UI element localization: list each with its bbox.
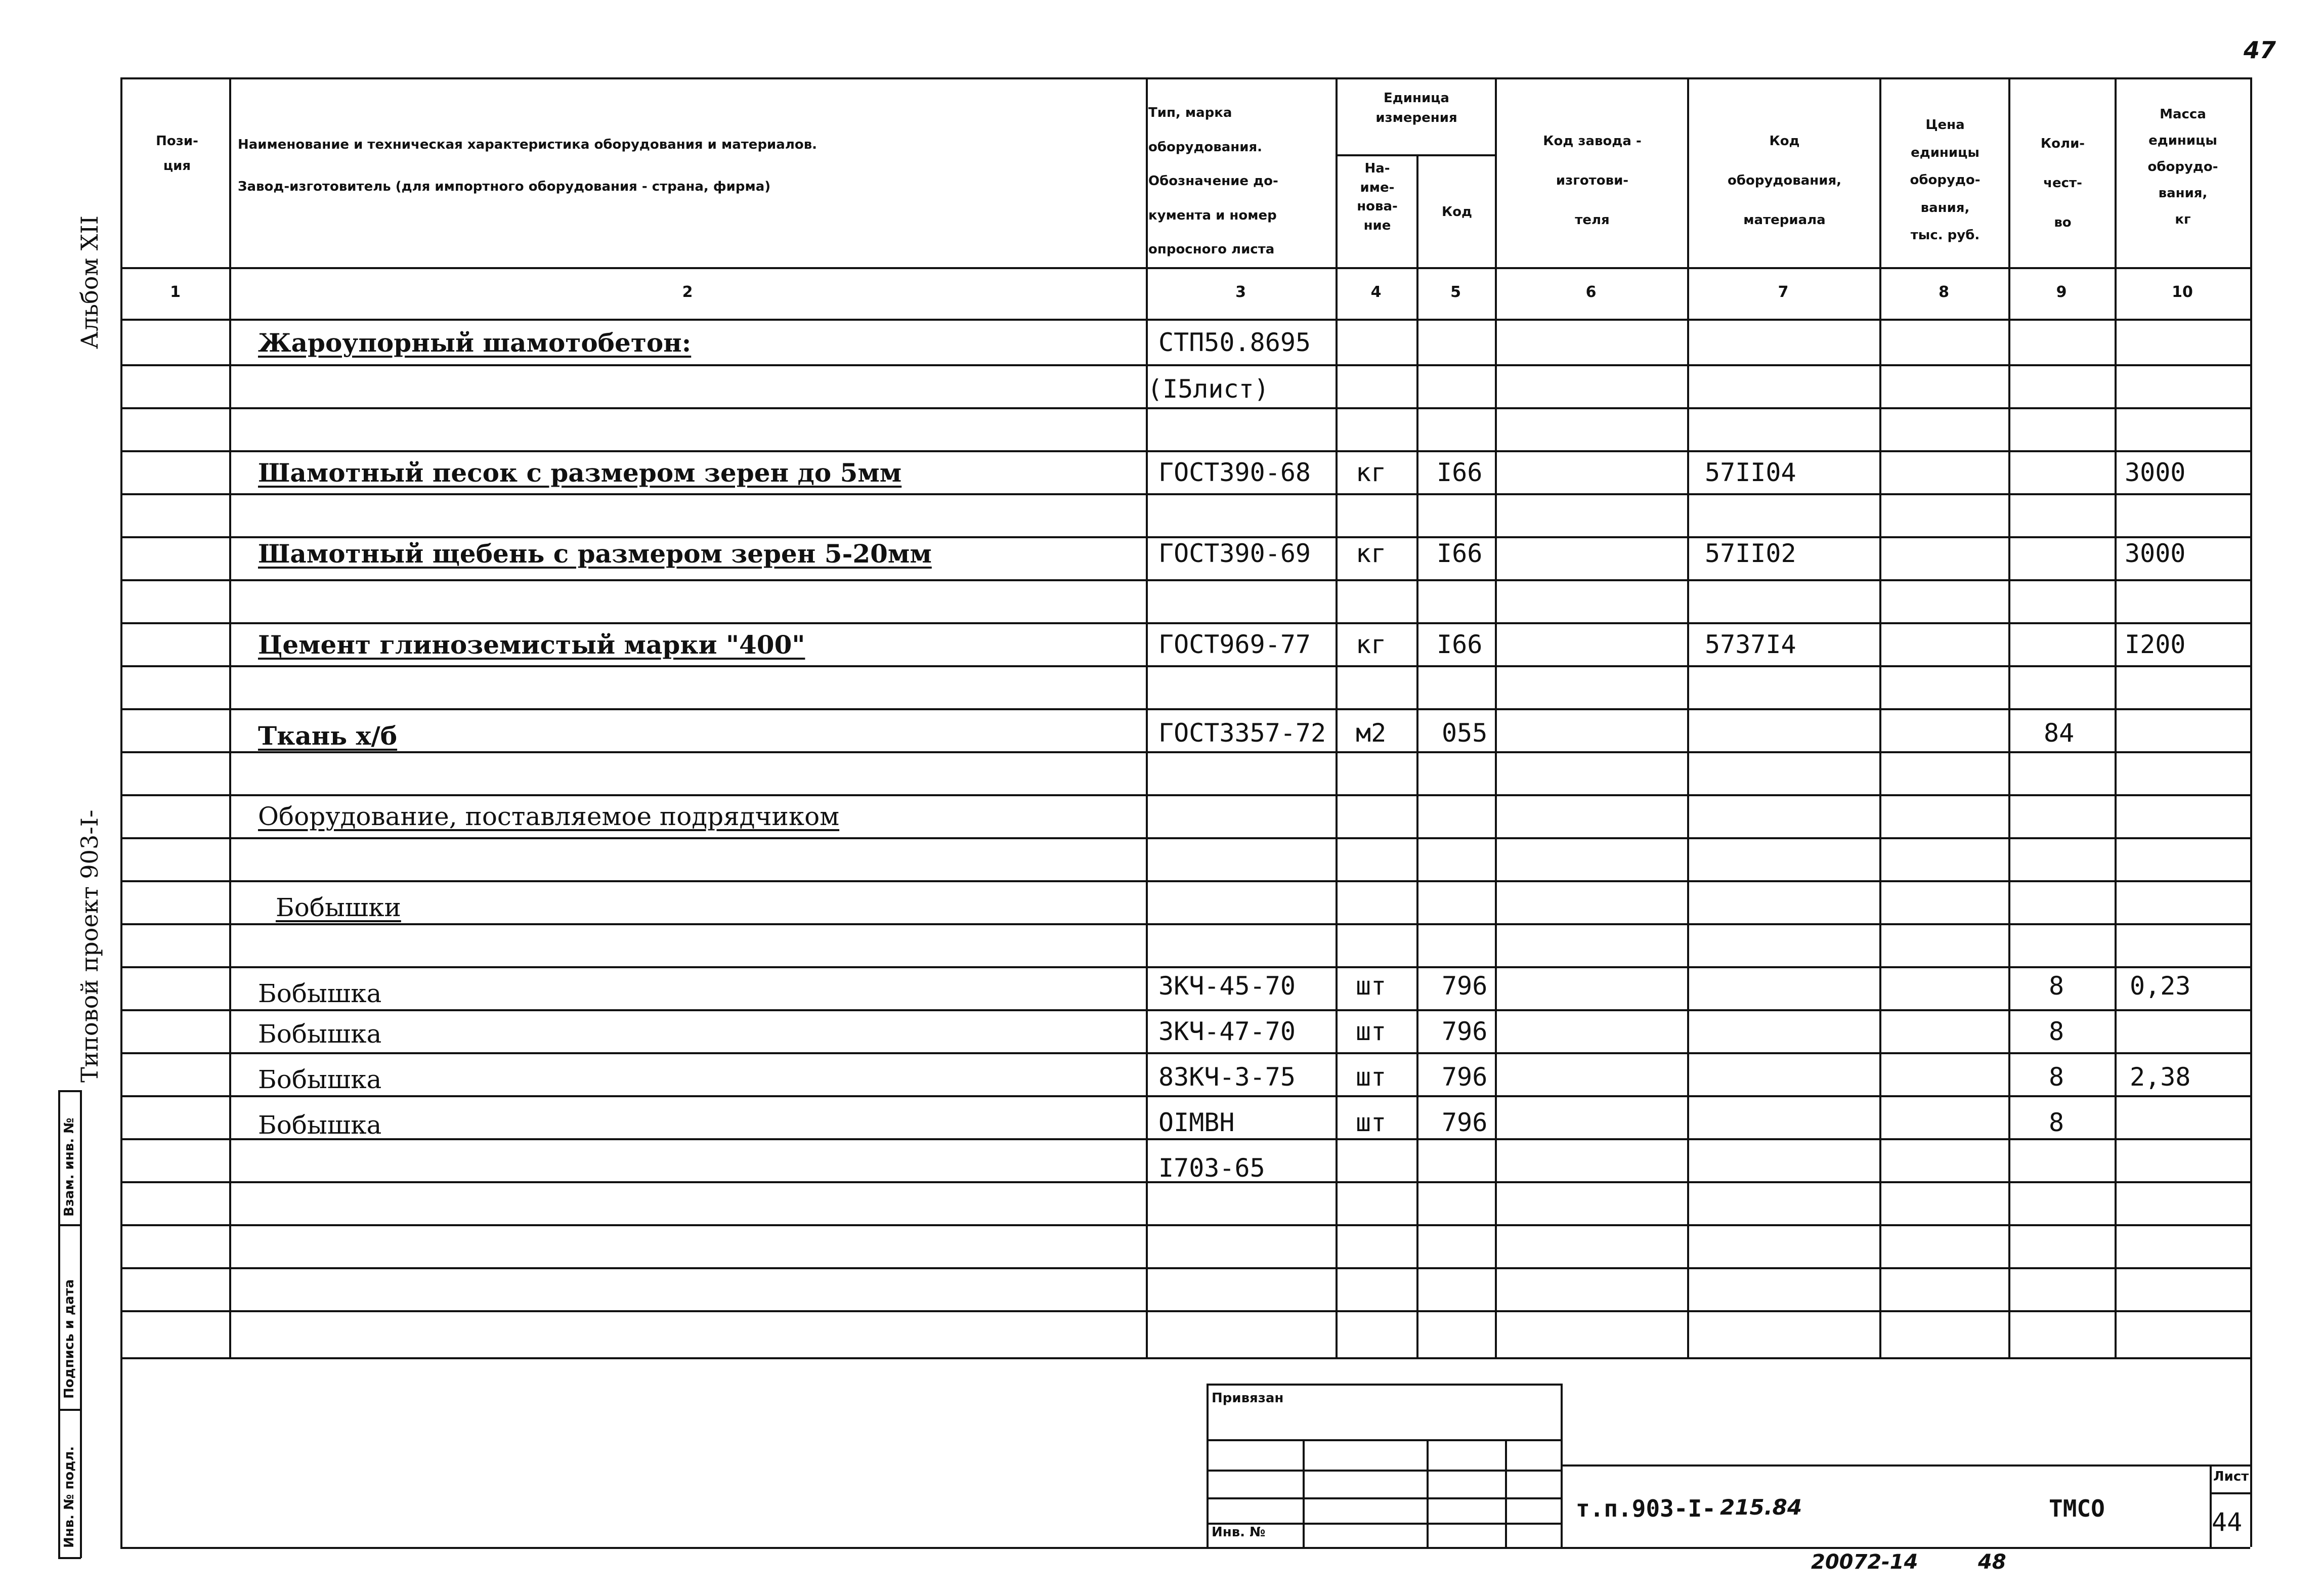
row-mass: I200 — [2125, 630, 2186, 659]
col-header-type: Тип, марка оборудования. Обозначение до- кумента и номер опросного листа — [1148, 105, 1278, 257]
row-mass: 3000 — [2125, 458, 2186, 487]
stamp-sign-date: Подпись и дата — [62, 1279, 77, 1399]
project-label: Типовой проект 903-I- — [76, 809, 103, 1083]
col-header-factory-code: Код завода - изготови- теля — [1543, 134, 1642, 228]
row-name: Шамотный песок с размером зерен до 5мм — [258, 458, 902, 488]
col-num-8: 8 — [1939, 283, 1949, 301]
row-name: Жароупорный шамотобетон: — [258, 328, 692, 358]
col-num-2: 2 — [682, 283, 693, 301]
album-label: Альбом XII — [76, 215, 103, 349]
row-unit-code: I66 — [1437, 630, 1483, 659]
row-type: 3КЧ-47-70 — [1158, 1017, 1296, 1046]
row-name: Цемент глиноземистый марки "400" — [258, 630, 805, 660]
row-qty: 8 — [2049, 1062, 2064, 1092]
row-unit: кг — [1356, 630, 1387, 659]
row-mass: 2,38 — [2130, 1062, 2191, 1092]
row-unit: кг — [1356, 458, 1387, 487]
row-mass: 0,23 — [2130, 971, 2191, 1001]
col-num-10: 10 — [2172, 283, 2193, 301]
row-unit: шт — [1356, 1017, 1387, 1046]
row-unit: шт — [1356, 1108, 1387, 1137]
page-number: 47 — [2244, 36, 2276, 64]
row-qty: 8 — [2049, 971, 2064, 1001]
row-type: (I5лист) — [1147, 374, 1269, 404]
footer-number-left: 20072-14 — [1811, 1550, 1918, 1574]
row-name: Оборудование, поставляемое подрядчиком — [258, 802, 840, 831]
col-num-6: 6 — [1585, 283, 1597, 301]
col-header-name: Наименование и техническая характеристика оборудования и материалов. Завод-изготовитель (для импортного оборудования - страна, фирма) — [238, 137, 817, 195]
sheet-label: Лист — [2213, 1469, 2249, 1484]
col-num-3: 3 — [1235, 283, 1246, 301]
col-header-mass: Масса единицы оборудо- вания, кг — [2147, 107, 2218, 227]
privyazan-label: Привязан — [1212, 1391, 1284, 1406]
row-unit: кг — [1356, 539, 1387, 568]
col-num-1: 1 — [170, 283, 181, 301]
col-header-position: Пози- ция — [156, 134, 198, 174]
row-unit-code: I66 — [1437, 458, 1483, 487]
row-qty: 84 — [2044, 718, 2075, 748]
col-header-unit-group: Единица измерения — [1375, 91, 1457, 125]
row-name: Ткань х/б — [258, 721, 398, 751]
row-type: 83КЧ-3-75 — [1158, 1062, 1296, 1092]
row-unit: шт — [1356, 1062, 1387, 1092]
row-material-code: 5737I4 — [1705, 630, 1796, 659]
row-unit: шт — [1356, 971, 1387, 1001]
row-unit: м2 — [1356, 718, 1387, 748]
doc-code: т.п.903-I- — [1576, 1495, 1716, 1522]
col-header-unit-code: Код — [1441, 204, 1473, 220]
footer-number-right: 48 — [1978, 1550, 2006, 1574]
row-qty: 8 — [2049, 1017, 2064, 1046]
row-name: Бобышка — [258, 1019, 382, 1049]
col-num-4: 4 — [1370, 283, 1382, 301]
row-type: 3КЧ-45-70 — [1158, 971, 1296, 1001]
row-name: Бобышка — [258, 979, 382, 1008]
row-unit-code: 796 — [1442, 1108, 1488, 1137]
row-name: Бобышка — [258, 1065, 382, 1094]
row-material-code: 57II02 — [1705, 539, 1796, 568]
stamp-inv-podl: Инв. № подл. — [62, 1446, 77, 1548]
org-code: ТМСО — [2049, 1495, 2105, 1522]
row-name: Бобышка — [258, 1110, 382, 1140]
row-unit-code: 796 — [1442, 971, 1488, 1001]
col-num-9: 9 — [2056, 283, 2067, 301]
col-header-price: Цена единицы оборудо- вания, тыс. руб. — [1910, 117, 1981, 243]
col-header-qty: Коли- чест- во — [2040, 136, 2085, 230]
row-unit-code: 796 — [1442, 1062, 1488, 1092]
row-unit-code: I66 — [1437, 539, 1483, 568]
stamp-inv-zam: Взам. инв. № — [62, 1117, 77, 1217]
row-type: OIMBH — [1158, 1108, 1235, 1137]
col-header-unit-name: На- име- нова- ние — [1357, 161, 1398, 234]
col-header-material-code: Код оборудования, материала — [1727, 134, 1842, 228]
row-type: ГОСТ390-69 — [1158, 539, 1311, 568]
inv-no-label: Инв. № — [1212, 1525, 1266, 1540]
row-name: Бобышки — [276, 893, 401, 922]
col-num-5: 5 — [1450, 283, 1461, 301]
row-name: Шамотный щебень с размером зерен 5-20мм — [258, 539, 932, 569]
row-mass: 3000 — [2125, 539, 2186, 568]
doc-code-handwritten: 215.84 — [1720, 1495, 1802, 1520]
row-type: ГОСТ969-77 — [1158, 630, 1311, 659]
row-unit-code: 055 — [1442, 718, 1488, 748]
row-type: ГОСТ390-68 — [1158, 458, 1311, 487]
row-type: СТП50.8695 — [1158, 328, 1311, 357]
col-num-7: 7 — [1778, 283, 1789, 301]
row-unit-code: 796 — [1442, 1017, 1488, 1046]
row-type: ГОСТ3357-72 — [1158, 718, 1326, 748]
row-material-code: 57II04 — [1705, 458, 1796, 487]
row-type: I703-65 — [1158, 1153, 1265, 1183]
row-qty: 8 — [2049, 1108, 2064, 1137]
sheet-number: 44 — [2212, 1507, 2243, 1537]
